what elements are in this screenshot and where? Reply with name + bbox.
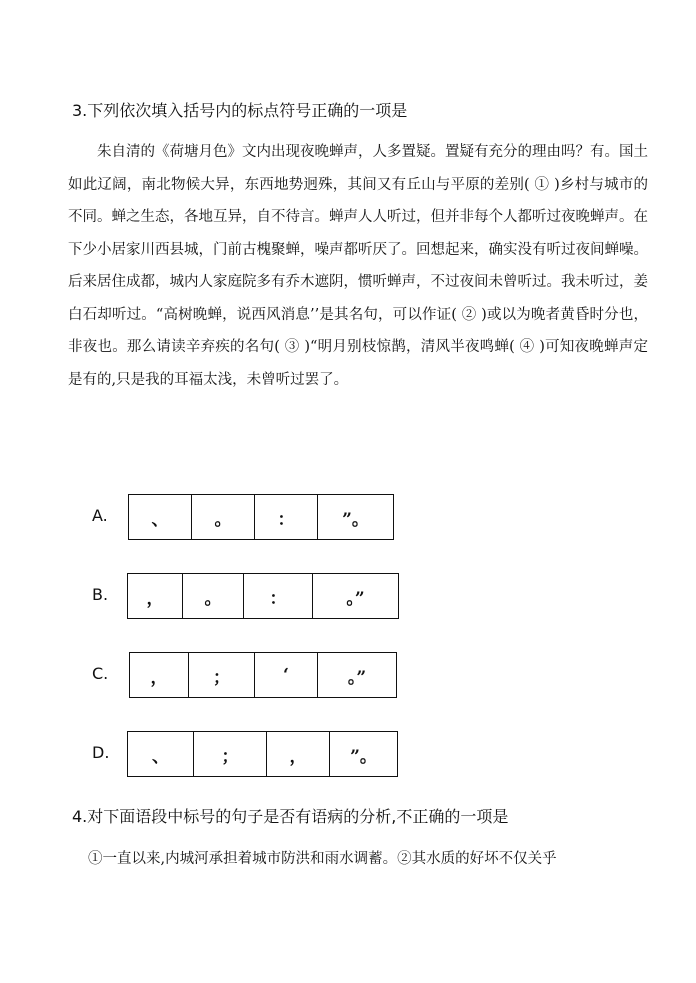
option-b-label: B. — [92, 585, 109, 604]
option-a-label: A. — [92, 506, 108, 525]
option-a-cell-2: 。 — [192, 495, 255, 539]
option-b-cell-1: ， — [128, 574, 183, 618]
option-c-cell-1: ， — [130, 653, 189, 697]
option-c-label: C. — [92, 664, 109, 683]
question-3-title: 3.下列依次填入括号内的标点符号正确的一项是 — [72, 101, 408, 120]
option-c-cell-3: ‘ — [255, 653, 318, 697]
option-d-cell-3: ， — [267, 732, 330, 776]
option-d-label: D. — [92, 743, 110, 762]
option-b-cell-3: ： — [244, 574, 313, 618]
question-3-passage — [68, 136, 648, 396]
option-a-cell-3: ： — [255, 495, 318, 539]
option-b-box — [127, 573, 399, 619]
question-4-title: 4.对下面语段中标号的句子是否有语病的分析,不正确的一项是 — [72, 807, 509, 826]
question-4-text: ①一直以来,内城河承担着城市防洪和雨水调蓄。②其水质的好坏不仅关乎 — [88, 851, 557, 867]
option-a-box — [128, 494, 394, 540]
option-b-cell-4: 。” — [346, 588, 365, 609]
option-c-cell-4: 。” — [347, 667, 367, 688]
option-c-box — [129, 652, 397, 698]
option-d-cell-2: ； — [194, 732, 267, 776]
option-d-cell-1: 、 — [128, 732, 194, 776]
option-d-box — [127, 731, 398, 777]
option-a-cell-1: 、 — [129, 495, 192, 539]
passage-text: 朱自清的《荷塘月色》文内出现夜晚蝉声，人多置疑。置疑有充分的理由吗？有。国土如此辽阔，南北物候大异，东西地势迥殊，其间又有丘山与平原的差别( ① )乡村与城市的不同。蝉之生态，各地互异，自不待言。蝉声人人听过，但并非每个人都听过夜晚蝉声。在下少小居家川西县城，门前古槐聚蝉，噪声都听厌了。回想起来，确实没有听过夜间蝉噪。后来居住成都，城内人家庭院多有乔木遮阴，惯听蝉声，不过夜间未曾听过。我未听过，姜白石却听过。“高树晚蝉，说西风消息’’是其名句，可以作证( ② )或以为晚者黄昏时分也，非夜也。那么请读辛弃疾的名句( ③ )“明月别枝惊鹊，清风半夜鸣蝉( ④ )可知夜晚蝉声定是有的,只是我的耳福太浅，未曾听过罢了。 — [68, 144, 648, 388]
option-b-cell-2: 。 — [183, 574, 244, 618]
option-c-cell-2: ； — [189, 653, 255, 697]
option-d-cell-4: ”。 — [350, 746, 377, 767]
option-a-cell-4: ”。 — [342, 509, 369, 530]
